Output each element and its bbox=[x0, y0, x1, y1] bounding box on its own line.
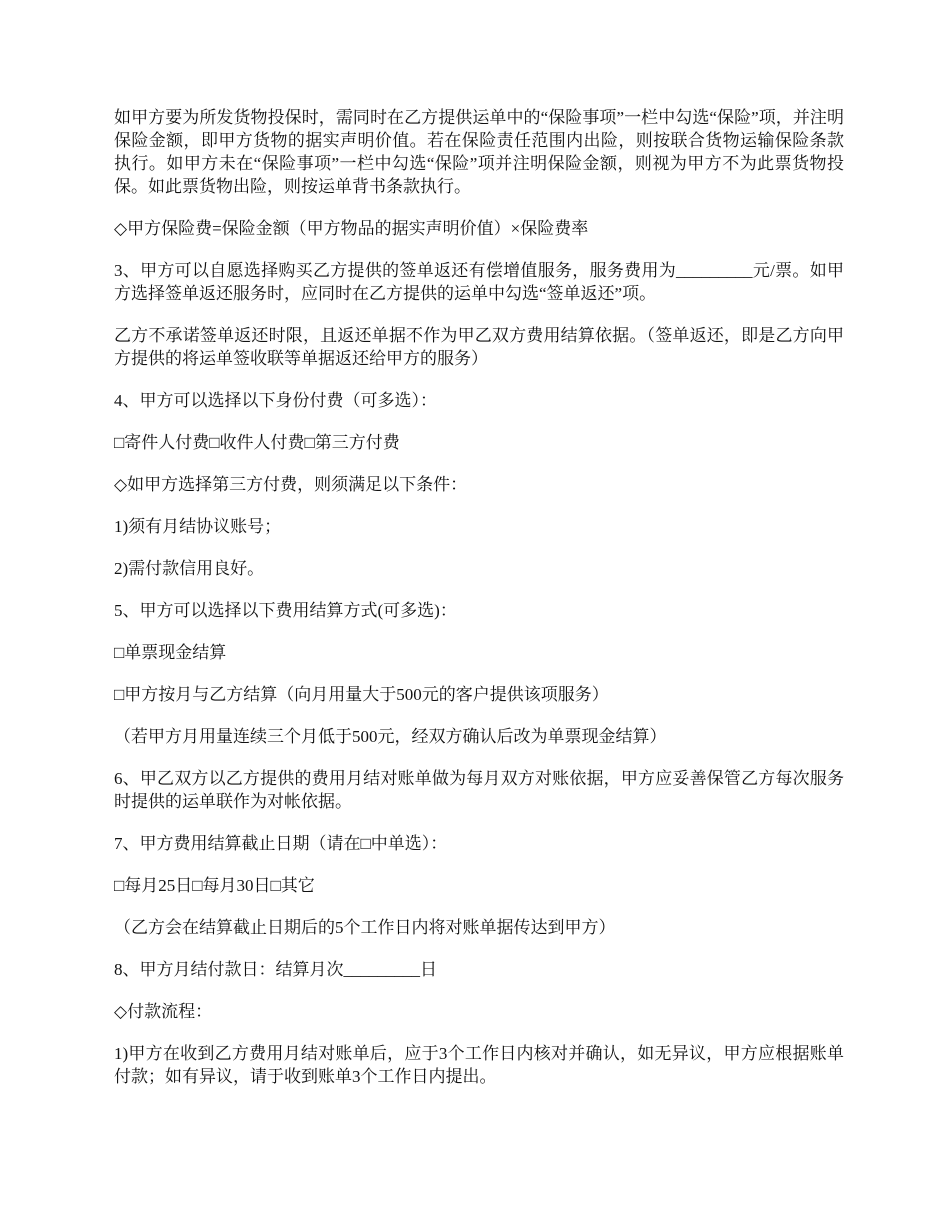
clause-4-payer-identity: 4、甲方可以选择以下身份付费（可多选）： bbox=[114, 391, 437, 410]
clause-6-statement: 6、甲乙双方以乙方提供的费用月结对账单做为每月双方对账依据，甲方应妥善保管乙方每次服务时提供的运单联作为对帐依据。 bbox=[114, 769, 844, 811]
document-body bbox=[114, 106, 844, 1107]
clause-7-cutoff-date: 7、甲方费用结算截止日期（请在□中单选）： bbox=[114, 834, 448, 853]
monthly-settlement-note: （若甲方月用量连续三个月低于500元，经双方确认后改为单票现金结算） bbox=[114, 727, 667, 746]
cutoff-date-options: □每月25日□每月30日□其它 bbox=[114, 876, 315, 895]
payment-process-heading: ◇付款流程： bbox=[114, 1002, 213, 1021]
clause-3-signature-return: 3、甲方可以自愿选择购买乙方提供的签单返还有偿增值服务，服务费用为_________元/票。如甲方选择签单返还服务时，应同时在乙方提供的运单中勾选“签单返还”项。 bbox=[114, 261, 844, 303]
insurance-paragraph: 如甲方要为所发货物投保时，需同时在乙方提供运单中的“保险事项”一栏中勾选“保险”项，并注明保险金额，即甲方货物的据实声明价值。若在保险责任范围内出险，则按联合货物运输保险条款执行。如甲方未在“保险事项”一栏中勾选“保险”项并注明保险金额，则视为甲方不为此票货物投保。如此票货物出险，则按运单背书条款执行。 bbox=[114, 108, 844, 196]
settlement-option-cash: □单票现金结算 bbox=[114, 643, 227, 662]
clause-8-payment-day: 8、甲方月结付款日：结算月次_________日 bbox=[114, 960, 437, 979]
third-party-conditions: ◇如甲方选择第三方付费，则须满足以下条件： bbox=[114, 475, 468, 494]
payer-options: □寄件人付费□收件人付费□第三方付费 bbox=[114, 433, 400, 452]
insurance-fee-formula: ◇甲方保险费=保险金额（甲方物品的据实声明价值）×保险费率 bbox=[114, 219, 589, 238]
signature-return-note: 乙方不承诺签单返还时限，且返还单据不作为甲乙双方费用结算依据。（签单返还，即是乙方向甲方提供的将运单签收联等单据返还给甲方的服务） bbox=[114, 326, 844, 368]
settlement-option-monthly: □甲方按月与乙方结算（向月用量大于500元的客户提供该项服务） bbox=[114, 685, 609, 704]
clause-5-settlement-method: 5、甲方可以选择以下费用结算方式(可多选)： bbox=[114, 601, 457, 620]
condition-1: 1)须有月结协议账号； bbox=[114, 517, 282, 536]
condition-2: 2)需付款信用良好。 bbox=[114, 559, 265, 578]
payment-process-step-1: 1)甲方在收到乙方费用月结对账单后，应于3个工作日内核对并确认，如无异议，甲方应根据账单付款；如有异议，请于收到账单3个工作日内提出。 bbox=[114, 1044, 844, 1086]
cutoff-date-note: （乙方会在结算截止日期后的5个工作日内将对账单据传达到甲方） bbox=[114, 918, 616, 937]
